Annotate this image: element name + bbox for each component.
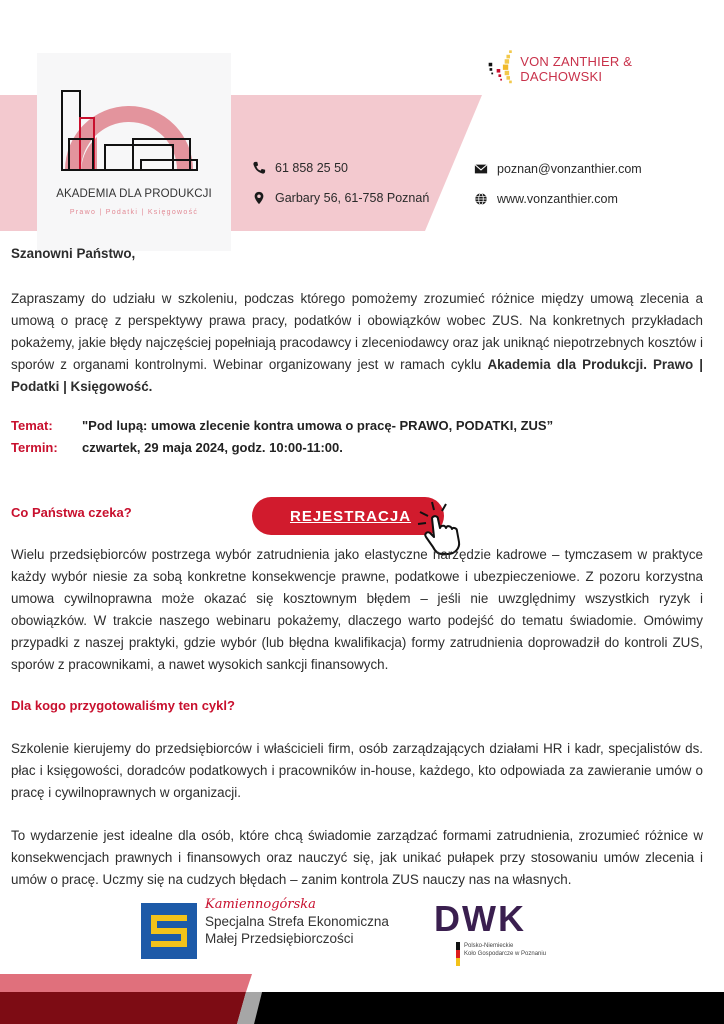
greeting: Szanowni Państwo, [11, 246, 136, 261]
topic-value: "Pod lupą: umowa zlecenie kontra umowa o pracę- PRAWO, PODATKI, ZUS” [82, 418, 554, 433]
section-heading-what-awaits: Co Państwa czeka? [11, 505, 132, 520]
website-link[interactable]: www.vonzanthier.com [497, 192, 618, 206]
register-button-label: REJESTRACJA [290, 507, 412, 525]
factory-logo-icon [37, 53, 231, 183]
sse-text-block [205, 897, 405, 947]
firm-logo-mark-icon [486, 44, 516, 94]
date-row [11, 440, 343, 455]
contact-phone[interactable] [252, 161, 348, 175]
topic-label: Temat: [11, 418, 53, 433]
envelope-icon [474, 162, 488, 176]
what-awaits-paragraph: Wielu przedsiębiorców postrzega wybór zatrudnienia jako elastyczne narzędzie kadrowe – tymczasem w praktyce każdy wybór niesie za sobą konkretne konsekwencje prawne, podatkowe i ubezpieczeniowe. Z pozoru korzystna umowa cywilnoprawna może okazać się kosztownym błędem – jeśli nie uwzględnimy wszystkich ryzyk i obowiązków. W trakcie naszego webinaru pokażemy, dlaczego warto podejść do tematu świadomie. Omówimy przypadki z naszej praktyki, gdzie wybór (lub błędna kwalifikacja) formy zatrudnienia doprowadził do kontroli ZUS, sporów z pracownikami, a nawet wysokich sankcji finansowych. [11, 547, 703, 672]
contact-website[interactable] [474, 192, 618, 206]
footer-decoration [0, 974, 724, 1024]
contact-email[interactable] [474, 162, 642, 176]
section-heading-target-audience: Dla kogo przygotowaliśmy ten cykl? [11, 698, 235, 713]
phone-icon [252, 161, 266, 175]
sse-script-name: Kamiennogórska [205, 897, 316, 912]
target-audience-paragraph: Szkolenie kierujemy do przedsiębiorców i właścicieli firm, osób zarządzających działami HR i kadr, specjalistów ds. płac i księgowości, doradców podatkowych i pracowników in-house, każdego, kto odpowiada za zawieranie umów o pracę i cywilnoprawnych w organizacji. [11, 741, 703, 800]
intro-series-name: Akademia dla Produkcji. Prawo | Podatki | Księgowość. [11, 357, 703, 394]
location-pin-icon [252, 191, 266, 205]
sse-line2: Małej Przedsiębiorczości [205, 931, 354, 946]
academy-logo-subtitle: Prawo | Podatki | Księgowość [69, 209, 199, 216]
contact-address [252, 191, 429, 205]
dwk-line2: Koło Gospodarcze w Poznaniu [464, 951, 547, 957]
firm-logo-text: VON ZANTHIER & DACHOWSKI [520, 54, 633, 84]
intro-paragraph [11, 288, 703, 398]
phone-number: 61 858 25 50 [275, 161, 348, 175]
dwk-subtitle [456, 942, 546, 966]
topic-row [11, 418, 553, 433]
sse-line1: Specjalna Strefa Ekonomiczna [205, 914, 389, 929]
intro-text: Zapraszamy do udziału w szkoleniu, podczas którego pomożemy zrozumieć różnice między umową zlecenia a umową o pracę z perspektywy prawa pracy, podatków i obowiązków wobec ZUS. Na konkretnych przykładach pokażemy, jakie błędy najczęściej popełniają pracodawcy i zleceniodawcy oraz jak uniknąć niepotrzebnych kosztów i sporów z organami kontrolnymi. Webinar organizowany jest w ramach cyklu [11, 291, 703, 372]
dwk-logo [434, 898, 546, 966]
event-ideal-for-paragraph: To wydarzenie jest idealne dla osób, które chcą świadomie zarządzać formami zatrudnienia, zrozumieć różnice w konsekwencjach prawnych i finansowych oraz nauczyć się, jak unikać pułapek przy stosowaniu umów zlecenia i umów o pracę. Uczmy się na cudzych błędach – zanim kontrola ZUS nauczy nas na własnych. [11, 828, 703, 887]
firm-logo [486, 40, 696, 98]
date-value: czwartek, 29 maja 2024, godz. 10:00-11:00. [82, 440, 343, 455]
globe-icon [474, 192, 488, 206]
sse-emblem-icon [141, 903, 197, 959]
german-flag-icon [456, 942, 460, 966]
dwk-letters: DWK [434, 898, 526, 939]
address-text: Garbary 56, 61-758 Poznań [275, 191, 430, 205]
email-link[interactable]: poznan@vonzanthier.com [497, 162, 642, 176]
academy-logo-title: AKADEMIA DLA PRODUKCJI [56, 188, 212, 200]
dwk-line1: Polsko-Niemieckie [464, 943, 514, 949]
date-label: Termin: [11, 440, 58, 455]
academy-logo [37, 53, 231, 251]
